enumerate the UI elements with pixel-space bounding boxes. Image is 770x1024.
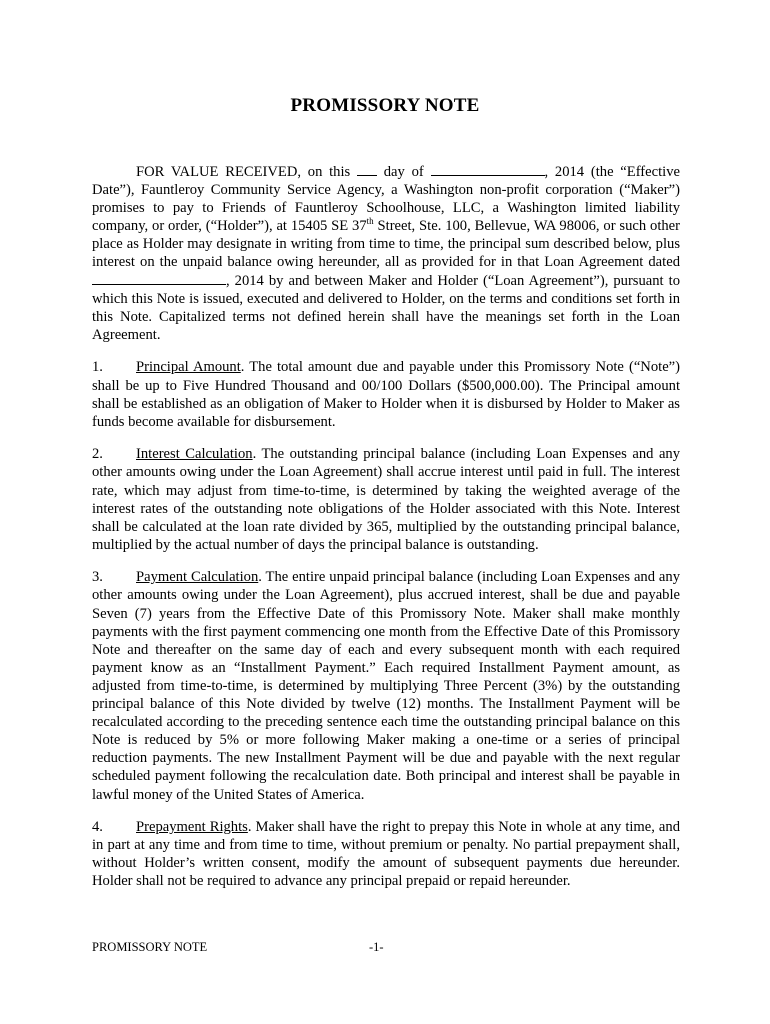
intro-text-1: FOR VALUE RECEIVED, on this <box>136 164 357 180</box>
section-number: 2. <box>92 446 103 463</box>
section-heading: Prepayment Rights <box>136 819 248 836</box>
section-number: 3. <box>92 569 103 586</box>
section-1 <box>92 358 680 430</box>
ordinal-suffix: th <box>366 216 374 227</box>
intro-text-3: , 2014 (the “Effective Date”), Fauntleroy Community Service Agency, a Washington non-profit corporation (“Maker”) promises to pay to Friends of Fauntleroy Schoolhouse, LLC, a Washington limited liability company, or order, (“Holder”), at 15405 SE 37 <box>92 164 680 235</box>
page-number: -1- <box>369 940 384 954</box>
section-4 <box>92 818 680 890</box>
intro-text-4: Street, Ste. 100, Bellevue, WA 98006, or such other place as Holder may designate in writing from time to time, the principal sum described below, plus interest on the unpaid balance owing hereunder, all as provided for in that Loan Agreement dated <box>92 218 681 271</box>
section-number: 4. <box>92 819 103 836</box>
section-text: . The total amount due and payable under this Promissory Note (“Note”) shall be up to Five Hundred Thousand and 00/100 Dollars ($500,000.00). The Principal amount shall be established as an obligation of Maker to Holder when it is disbursed by Holder to Maker as funds become available for disbursement. <box>92 359 681 430</box>
document-title: PROMISSORY NOTE <box>290 95 480 116</box>
intro-paragraph <box>92 163 680 344</box>
day-blank <box>357 163 377 176</box>
month-blank <box>431 163 545 176</box>
section-heading: Principal Amount <box>136 359 241 376</box>
section-number: 1. <box>92 359 103 376</box>
section-2 <box>92 445 680 554</box>
loan-agreement-date-blank <box>92 272 226 285</box>
section-text: . The entire unpaid principal balance (including Loan Expenses and any other amounts owing under the Loan Agreement), plus accrued interest, shall be due and payable Seven (7) years from the Effective Date of this Promissory Note. Maker shall make monthly payments with the first payment commencing one month from the Effective Date of this Promissory Note and thereafter on the same day of each and every subsequent month with each required payment know as an “Installment Payment.” Each required Installment Payment amount, as adjusted from time-to-time, is determined by multiplying Three Percent (3%) by the outstanding principal balance of this Note divided by twelve (12) months. The Installment Payment will be recalculated according to the preceding sentence each time the outstanding principal balance on this Note is reduced by 5% or more following Maker making a one-time or a series of principal reduction payments. The new Installment Payment will be due and payable with the next regular scheduled payment following the recalculation date. Both principal and interest shall be payable in lawful money of the United States of America. <box>92 569 680 803</box>
intro-text-2: day of <box>376 164 431 180</box>
document-body <box>92 163 680 905</box>
section-text: . The outstanding principal balance (including Loan Expenses and any other amounts owing under the Loan Agreement) shall accrue interest until paid in full. The interest rate, which may adjust from time-to-time, is determined by taking the weighted average of the interest rates of the outstanding note obligations of the Holder associated with this Note. Interest shall be calculated at the loan rate divided by 365, multiplied by the outstanding principal balance, multiplied by the actual number of days the principal balance is outstanding. <box>92 446 681 553</box>
section-text: . Maker shall have the right to prepay this Note in whole at any time, and in part at any time and from time to time, without premium or penalty. No partial prepayment shall, without Holder’s written consent, modify the amount of subsequent payments due hereunder. Holder shall not be required to advance any principal prepaid or repaid hereunder. <box>92 819 680 890</box>
section-heading: Interest Calculation <box>136 446 253 463</box>
intro-text-5: , 2014 by and between Maker and Holder (“Loan Agreement”), pursuant to which this Note is issued, executed and delivered to Holder, on the terms and conditions set forth in this Note. Capitalized terms not defined herein shall have the meanings set forth in the Loan Agreement. <box>92 272 680 343</box>
section-3 <box>92 568 680 803</box>
section-heading: Payment Calculation <box>136 569 259 586</box>
footer-label: PROMISSORY NOTE <box>92 940 208 954</box>
